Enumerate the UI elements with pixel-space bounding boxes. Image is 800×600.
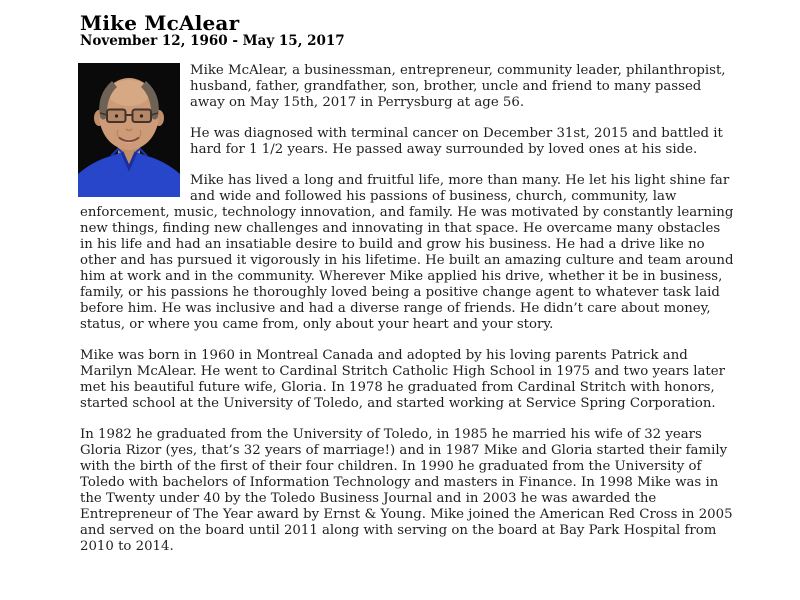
obituary-body	[80, 63, 737, 555]
portrait-photo	[78, 63, 180, 197]
life-dates: November 12, 1960 - May 15, 2017	[80, 33, 345, 49]
obituary-paragraph-4: Mike was born in 1960 in Montreal Canada and adopted by his loving parents Patrick and Marilyn McAlear. He went to Cardinal Stritch Catholic High School in 1975 and two years later met his beautiful future wife, Gloria. In 1978 he graduated from Cardinal Stritch with honors, started school at the University of Toledo, and started working at Service Spring Corporation.	[80, 348, 725, 411]
obituary-paragraph-3: Mike has lived a long and fruitful life, more than many. He let his light shine far and wide and followed his passions of business, church, community, law enforcement, music, technology innovation, and family. He was motivated by constantly learning new things, finding new challenges and innovating in that space. He overcame many obstacles in his life and had an insatiable desire to build and grow his business. He had a drive like no other and has pursued it vigorously in his lifetime. He built an amazing culture and team around him at work and in the community. Wherever Mike applied his drive, whether it be in business, family, or his passions he thoroughly loved being a positive change agent to whatever task laid before him. He was inclusive and had a diverse range of friends. He didn’t care about money, status, or where you came from, only about your heart and your story.	[80, 173, 734, 332]
page-title: Mike McAlear	[80, 11, 240, 35]
obituary-paragraph-1: Mike McAlear, a businessman, entrepreneur, community leader, philanthropist, husband, father, grandfather, son, brother, uncle and friend to many passed away on May 15th, 2017 in Perrysburg at age 56.	[190, 63, 726, 110]
obituary-paragraph-5: In 1982 he graduated from the University of Toledo, in 1985 he married his wife of 32 years Gloria Rizor (yes, that’s 32 years of marriage!) and in 1987 Mike and Gloria started their family with the birth of the first of their four children. In 1990 he graduated from the University of Toledo with bachelors of Information Technology and masters in Finance. In 1998 Mike was in the Twenty under 40 by the Toledo Business Journal and in 2003 he was awarded the Entrepreneur of The Year award by Ernst & Young. Mike joined the American Red Cross in 2005 and served on the board until 2011 along with serving on the board at Bay Park Hospital from 2010 to 2014.	[80, 427, 733, 554]
portrait-illustration	[78, 63, 180, 197]
obituary-page	[80, 13, 737, 555]
obituary-paragraph-2: He was diagnosed with terminal cancer on December 31st, 2015 and battled it hard for 1 1/2 years. He passed away surrounded by loved ones at his side.	[190, 126, 723, 157]
